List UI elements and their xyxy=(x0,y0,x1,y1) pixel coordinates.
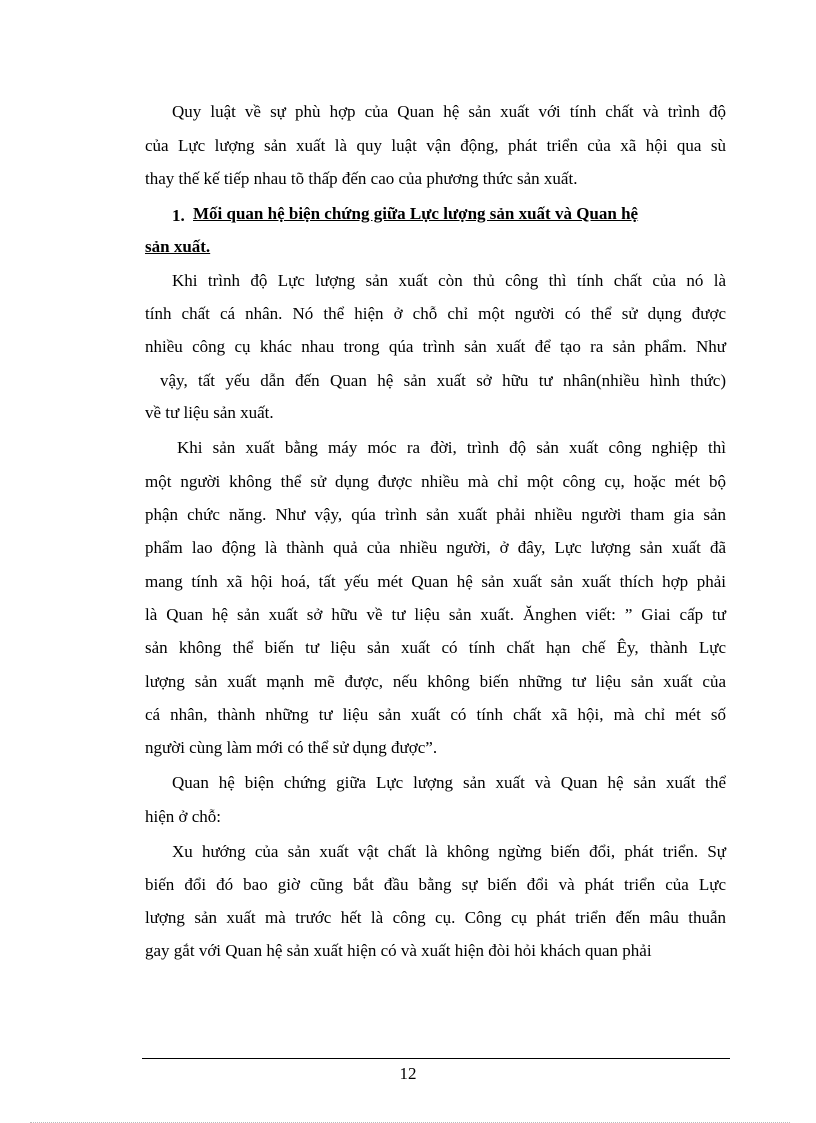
paragraph-2-line-1: Khi trình độ Lực lượng sản xuất còn thủ công thì tính chất của nó là xyxy=(172,271,726,290)
paragraph-2-line-2: tính chất cá nhân. Nó thể hiện ở chỗ chỉ một người có thể sử dụng được xyxy=(145,304,726,323)
paragraph-5-line-2: biến đổi đó bao giờ cũng bắt đầu bằng sự biến đổi và phát triển của Lực xyxy=(145,875,726,894)
page-number: 12 xyxy=(399,1064,417,1083)
paragraph-5-line-3: lượng sản xuất mà trước hết là công cụ. Công cụ phát triển đến mâu thuẫn xyxy=(145,908,726,927)
paragraph-3-line-10: người cùng làm mới có thể sử dụng được”. xyxy=(145,738,438,757)
section-heading-line-2: sản xuất. xyxy=(145,237,211,256)
paragraph-2-line-5: về tư liệu sản xuất. xyxy=(145,403,274,422)
paragraph-3-line-8: lượng sản xuất mạnh mẽ được, nếu không biến những tư liệu sản xuất của xyxy=(145,672,726,691)
paragraph-1-line-1: Quy luật về sự phù hợp của Quan hệ sản xuất với tính chất và trình độ xyxy=(172,102,726,121)
paragraph-5-line-4: gay gắt với Quan hệ sản xuất hiện có và xuất hiện đòi hỏi khách quan phải xyxy=(145,941,652,960)
paragraph-3-line-1: Khi sản xuất bằng máy móc ra đời, trình độ sản xuất công nghiệp thì xyxy=(177,438,726,457)
paragraph-1-line-3: thay thế kế tiếp nhau tõ thấp đến cao của phương thức sản xuất. xyxy=(145,169,578,188)
paragraph-3-line-4: phẩm lao động là thành quả của nhiều người, ở đây, Lực lượng sản xuất đã xyxy=(145,538,726,557)
paragraph-2-line-4: vậy, tất yếu dẫn đến Quan hệ sản xuất sở hữu tư nhân(nhiều hình thức) xyxy=(160,371,726,390)
paragraph-3-line-9: cá nhân, thành những tư liệu sản xuất có tính chất xã hội, mà chỉ mét số xyxy=(145,705,726,724)
paragraph-3-line-7: sản không thể biến tư liệu sản xuất có tính chất hạn chế Êy, thành Lực xyxy=(145,638,726,657)
section-heading-number: 1. xyxy=(172,206,185,225)
footer-rule xyxy=(142,1058,730,1059)
paragraph-5-line-1: Xu hướng của sản xuất vật chất là không ngừng biến đổi, phát triển. Sự xyxy=(172,842,726,861)
paragraph-3-line-6: là Quan hệ sản xuất sở hữu về tư liệu sản xuất. Ănghen viết: ” Giai cấp tư xyxy=(145,605,726,624)
paragraph-3-line-2: một người không thể sử dụng được nhiều mà chỉ một công cụ, hoặc mét bộ xyxy=(145,472,726,491)
paragraph-3-line-5: mang tính xã hội hoá, tất yếu mét Quan hệ sản xuất sản xuất thích hợp phải xyxy=(145,572,726,591)
paragraph-2-line-3: nhiều công cụ khác nhau trong qúa trình sản xuất để tạo ra sản phẩm. Như xyxy=(145,337,726,356)
section-heading-line-1: Mối quan hệ biện chứng giữa Lực lượng sản xuất và Quan hệ xyxy=(193,204,639,223)
paragraph-1-line-2: của Lực lượng sản xuất là quy luật vận động, phát triển của xã hội qua sù xyxy=(145,136,726,155)
paragraph-4-line-2: hiện ở chỗ: xyxy=(145,807,222,826)
paragraph-4-line-1: Quan hệ biện chứng giữa Lực lượng sản xuất và Quan hệ sản xuất thể xyxy=(172,773,726,792)
paragraph-3-line-3: phận chức năng. Như vậy, qúa trình sản xuất phải nhiều người tham gia sản xyxy=(145,505,726,524)
